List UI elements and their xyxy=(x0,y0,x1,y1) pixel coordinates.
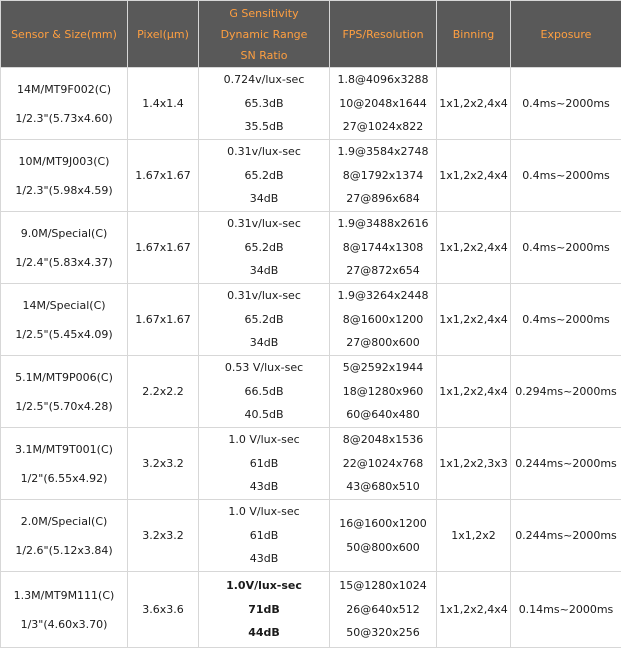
sensitivity-value: 1.0V/lux-sec xyxy=(226,579,302,593)
sensitivity-value: 0.724v/lux-sec xyxy=(223,73,305,87)
dynamic-range-value: 65.3dB xyxy=(244,96,284,110)
pixel-cell: 1.67x1.67 xyxy=(128,140,199,212)
sensor-model: 5.1M/MT9P006(C) xyxy=(15,370,113,384)
sn-ratio-value: 43dB xyxy=(249,480,279,494)
fps-value: 22@1024x768 xyxy=(342,456,424,470)
sensor-model: 14M/Special(C) xyxy=(22,298,106,312)
sensitivity-value: 0.53 V/lux-sec xyxy=(224,361,304,375)
fps-value: 1.9@3584x2748 xyxy=(337,145,429,159)
sensor-size: 1/2.4"(5.83x4.37) xyxy=(15,255,113,269)
performance-cell xyxy=(199,356,330,428)
exposure-cell: 0.294ms~2000ms xyxy=(511,356,621,428)
table-row xyxy=(1,500,621,572)
sensor-model: 14M/MT9F002(C) xyxy=(17,82,111,96)
sensitivity-value: 1.0 V/lux-sec xyxy=(228,433,300,447)
performance-cell xyxy=(199,572,330,648)
exposure-cell: 0.244ms~2000ms xyxy=(511,428,621,500)
fps-value: 27@800x600 xyxy=(346,336,420,350)
table-row xyxy=(1,572,621,648)
fps-value: 16@1600x1200 xyxy=(339,517,427,530)
binning-cell: 1x1,2x2,3x3 xyxy=(437,428,511,500)
fps-cell xyxy=(330,140,437,212)
performance-cell xyxy=(199,140,330,212)
fps-value: 8@1600x1200 xyxy=(342,312,424,326)
pixel-cell: 1.4x1.4 xyxy=(128,68,199,140)
fps-cell xyxy=(330,500,437,572)
sensor-model: 1.3M/MT9M111(C) xyxy=(13,588,115,602)
sensor-cell xyxy=(1,68,128,140)
fps-value: 8@1744x1308 xyxy=(342,240,424,254)
sensor-size: 1/2.3"(5.98x4.59) xyxy=(15,183,113,197)
sensitivity-value: 0.31v/lux-sec xyxy=(227,145,301,159)
header-pixel: Pixel(μm) xyxy=(128,1,199,68)
binning-cell: 1x1,2x2,4x4 xyxy=(437,284,511,356)
fps-cell xyxy=(330,356,437,428)
sensitivity-value: 1.0 V/lux-sec xyxy=(228,505,300,519)
binning-cell: 1x1,2x2,4x4 xyxy=(437,212,511,284)
fps-value: 1.9@3264x2448 xyxy=(337,289,429,303)
fps-value: 27@896x684 xyxy=(346,192,420,206)
sensor-model: 3.1M/MT9T001(C) xyxy=(15,442,113,456)
sensor-model: 9.0M/Special(C) xyxy=(20,226,108,240)
sensor-model: 10M/MT9J003(C) xyxy=(18,154,110,168)
performance-cell xyxy=(199,284,330,356)
pixel-cell: 1.67x1.67 xyxy=(128,284,199,356)
sensor-size: 1/2"(6.55x4.92) xyxy=(20,471,108,485)
pixel-cell: 3.2x3.2 xyxy=(128,428,199,500)
sensor-cell xyxy=(1,140,128,212)
fps-cell xyxy=(330,284,437,356)
exposure-cell: 0.4ms~2000ms xyxy=(511,68,621,140)
sensor-cell xyxy=(1,428,128,500)
fps-value: 5@2592x1944 xyxy=(342,361,424,375)
exposure-cell: 0.4ms~2000ms xyxy=(511,284,621,356)
exposure-cell: 0.4ms~2000ms xyxy=(511,212,621,284)
sensor-cell xyxy=(1,572,128,648)
sensor-cell xyxy=(1,356,128,428)
fps-value: 1.8@4096x3288 xyxy=(337,73,429,87)
sensor-size: 1/2.3"(5.73x4.60) xyxy=(15,111,113,125)
fps-value: 60@640x480 xyxy=(346,408,420,422)
sn-ratio-value: 34dB xyxy=(249,264,279,278)
header-row xyxy=(1,1,621,68)
table-row xyxy=(1,68,621,140)
table-row xyxy=(1,140,621,212)
fps-value: 43@680x510 xyxy=(346,480,420,494)
sensitivity-value: 0.31v/lux-sec xyxy=(227,289,301,303)
binning-cell: 1x1,2x2,4x4 xyxy=(437,572,511,648)
sensor-cell xyxy=(1,284,128,356)
sn-ratio-value: 40.5dB xyxy=(244,408,284,422)
dynamic-range-value: 71dB xyxy=(248,602,280,616)
fps-value: 27@872x654 xyxy=(346,264,420,278)
fps-cell xyxy=(330,212,437,284)
performance-cell xyxy=(199,68,330,140)
binning-cell: 1x1,2x2,4x4 xyxy=(437,356,511,428)
fps-value: 10@2048x1644 xyxy=(339,96,427,110)
exposure-cell: 0.4ms~2000ms xyxy=(511,140,621,212)
performance-cell xyxy=(199,500,330,572)
sensor-size: 1/3"(4.60x3.70) xyxy=(20,617,108,631)
dynamic-range-value: 65.2dB xyxy=(244,240,284,254)
sn-ratio-value: 35.5dB xyxy=(244,120,284,134)
fps-cell xyxy=(330,572,437,648)
performance-cell xyxy=(199,212,330,284)
fps-value: 8@2048x1536 xyxy=(342,433,424,447)
sn-ratio-value: 44dB xyxy=(248,626,280,640)
exposure-cell: 0.14ms~2000ms xyxy=(511,572,621,648)
header-binning: Binning xyxy=(437,1,511,68)
fps-value: 15@1280x1024 xyxy=(339,579,427,593)
header-sensitivity: G Sensitivity xyxy=(229,6,299,20)
fps-value: 1.9@3488x2616 xyxy=(337,217,429,231)
fps-value: 26@640x512 xyxy=(346,602,420,616)
sensor-cell xyxy=(1,500,128,572)
dynamic-range-value: 61dB xyxy=(249,528,279,542)
header-dynamic-range: Dynamic Range xyxy=(220,27,308,41)
table-row xyxy=(1,356,621,428)
header-exposure: Exposure xyxy=(511,1,621,68)
sn-ratio-value: 34dB xyxy=(249,336,279,350)
pixel-cell: 1.67x1.67 xyxy=(128,212,199,284)
fps-value: 27@1024x822 xyxy=(342,120,424,134)
header-sensor: Sensor & Size(mm) xyxy=(1,1,128,68)
sensor-model: 2.0M/Special(C) xyxy=(20,514,108,528)
sn-ratio-value: 43dB xyxy=(249,552,279,566)
header-sn-ratio: SN Ratio xyxy=(240,48,288,62)
sensitivity-value: 0.31v/lux-sec xyxy=(227,217,301,231)
dynamic-range-value: 65.2dB xyxy=(244,168,284,182)
fps-value: 50@800x600 xyxy=(346,540,420,554)
dynamic-range-value: 61dB xyxy=(249,456,279,470)
pixel-cell: 3.2x3.2 xyxy=(128,500,199,572)
sensor-size: 1/2.5"(5.70x4.28) xyxy=(15,399,113,413)
binning-cell: 1x1,2x2,4x4 xyxy=(437,68,511,140)
dynamic-range-value: 65.2dB xyxy=(244,312,284,326)
sensor-size: 1/2.6"(5.12x3.84) xyxy=(15,543,113,557)
fps-cell xyxy=(330,428,437,500)
table-row xyxy=(1,284,621,356)
performance-cell xyxy=(199,428,330,500)
fps-value: 50@320x256 xyxy=(346,626,420,640)
header-performance xyxy=(199,1,330,68)
pixel-cell: 3.6x3.6 xyxy=(128,572,199,648)
fps-cell xyxy=(330,68,437,140)
table-row xyxy=(1,428,621,500)
sensor-size: 1/2.5"(5.45x4.09) xyxy=(15,327,113,341)
exposure-cell: 0.244ms~2000ms xyxy=(511,500,621,572)
fps-value: 18@1280x960 xyxy=(342,384,424,398)
sensor-cell xyxy=(1,212,128,284)
fps-value: 8@1792x1374 xyxy=(342,168,424,182)
dynamic-range-value: 66.5dB xyxy=(244,384,284,398)
table-row xyxy=(1,212,621,284)
binning-cell: 1x1,2x2,4x4 xyxy=(437,140,511,212)
binning-cell: 1x1,2x2 xyxy=(437,500,511,572)
header-fps: FPS/Resolution xyxy=(330,1,437,68)
pixel-cell: 2.2x2.2 xyxy=(128,356,199,428)
sn-ratio-value: 34dB xyxy=(249,192,279,206)
